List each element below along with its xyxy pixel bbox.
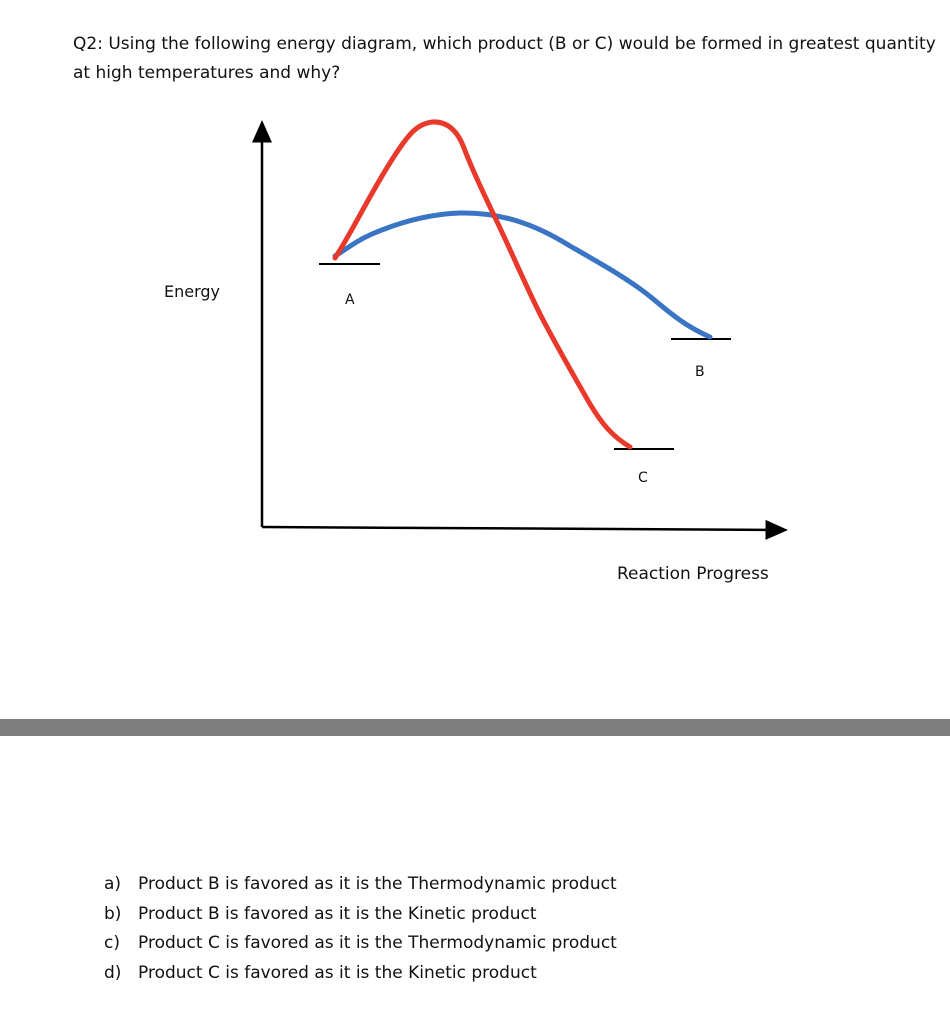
choice-a[interactable]: a) Product B is favored as it is the Thermodynamic product <box>104 874 617 894</box>
level-c-label: C <box>638 470 648 486</box>
choice-c[interactable]: c) Product C is favored as it is the Thermodynamic product <box>104 933 617 953</box>
level-a-label: A <box>345 292 355 308</box>
x-axis <box>262 527 778 530</box>
choice-b[interactable]: b) Product B is favored as it is the Kinetic product <box>104 903 537 924</box>
pathway-to-c-curve <box>335 122 630 447</box>
choice-d[interactable]: d) Product C is favored as it is the Kinetic product <box>104 962 537 983</box>
question-text: Q2: Using the following energy diagram, which product (B or C) would be formed in greatest quantity at high temperatures and why? <box>73 34 936 83</box>
y-axis-label: Energy <box>164 282 221 301</box>
answer-choices <box>104 870 617 988</box>
section-divider <box>0 719 950 736</box>
level-b-label: B <box>695 364 705 380</box>
x-axis-label: Reaction Progress <box>617 564 769 584</box>
